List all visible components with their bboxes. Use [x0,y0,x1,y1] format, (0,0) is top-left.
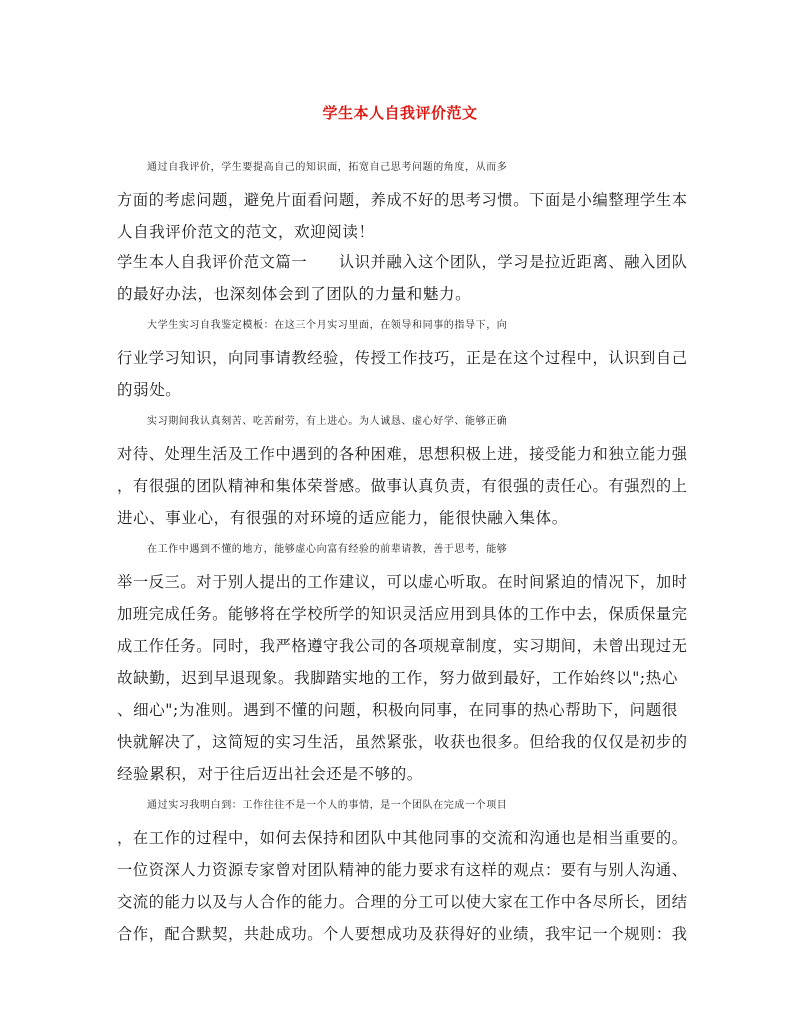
paragraph-line: 对待、处理生活及工作中遇到的各种困难，思想积极上进，接受能力和独立能力强 [117,445,688,463]
paragraph-line: 快就解决了，这简短的实习生活，虽然紧张，收获也很多。但给我的仅仅是初步的 [117,733,688,751]
paragraph-line: 人自我评价范文的范文，欢迎阅读！ [117,223,375,241]
paragraph-line: 成工作任务。同时，我严格遵守我公司的各项规章制度，实习期间，未曾出现过无 [117,637,688,655]
paragraph-line: 学生本人自我评价范文篇一 认识并融入这个团队，学习是拉近距离、融入团队 [117,253,688,271]
paragraph-line: 举一反三。对于别人提出的工作建议，可以虚心听取。在时间紧迫的情况下，加时 [117,573,688,591]
document-title: 学生本人自我评价范文 [322,104,478,122]
paragraph-line: 、细心";为准则。遇到不懂的问题，积极向同事，在同事的热心帮助下，问题很 [117,701,678,719]
paragraph-line: 经验累积，对于往后迈出社会还是不够的。 [117,765,423,783]
paragraph-line: 加班完成任务。能够将在学校所学的知识灵活应用到具体的工作中去，保质保量完 [117,605,688,623]
paragraph-line: ，在工作的过程中，如何去保持和团队中其他同事的交流和沟通也是相当重要的。 [117,829,688,847]
paragraph-line: 一位资深人力资源专家曾对团队精神的能力要求有这样的观点：要有与别人沟通、 [117,861,688,879]
paragraph-line: 在工作中遇到不懂的地方，能够虚心向富有经验的前辈请教，善于思考，能够 [147,544,508,555]
paragraph-line: 合作，配合默契，共赴成功。个人要想成功及获得好的业绩，我牢记一个规则：我 [117,925,688,943]
paragraph-line: 方面的考虑问题，避免片面看问题，养成不好的思考习惯。下面是小编整理学生本 [117,191,688,209]
paragraph-line: 行业学习知识，向同事请教经验，传授工作技巧，正是在这个过程中，认识到自己 [117,349,688,367]
paragraph-line: 通过实习我明白到：工作往往不是一个人的事情，是一个团队在完成一个项目 [147,800,508,811]
paragraph-line: 交流的能力以及与人合作的能力。合理的分工可以使大家在工作中各尽所长，团结 [117,893,688,911]
paragraph-line: 的最好办法，也深刻体会到了团队的力量和魅力。 [117,285,472,303]
paragraph-line: 进心、事业心，有很强的对环境的适应能力，能很快融入集体。 [117,509,568,527]
paragraph-line: ，有很强的团队精神和集体荣誉感。做事认真负责，有很强的责任心。有强烈的上 [117,477,688,495]
paragraph-line: 的弱处。 [117,381,182,399]
paragraph-line: 实习期间我认真刻苦、吃苦耐劳，有上进心。为人诚恳、虚心好学、能够正确 [147,416,508,427]
paragraph-line: 通过自我评价，学生要提高自己的知识面，拓宽自己思考问题的角度，从而多 [147,162,508,173]
paragraph-line: 故缺勤，迟到早退现象。我脚踏实地的工作，努力做到最好，工作始终以";热心 [117,669,678,687]
paragraph-line: 大学生实习自我鉴定模板：在这三个月实习里面，在领导和同事的指导下，向 [147,320,508,331]
